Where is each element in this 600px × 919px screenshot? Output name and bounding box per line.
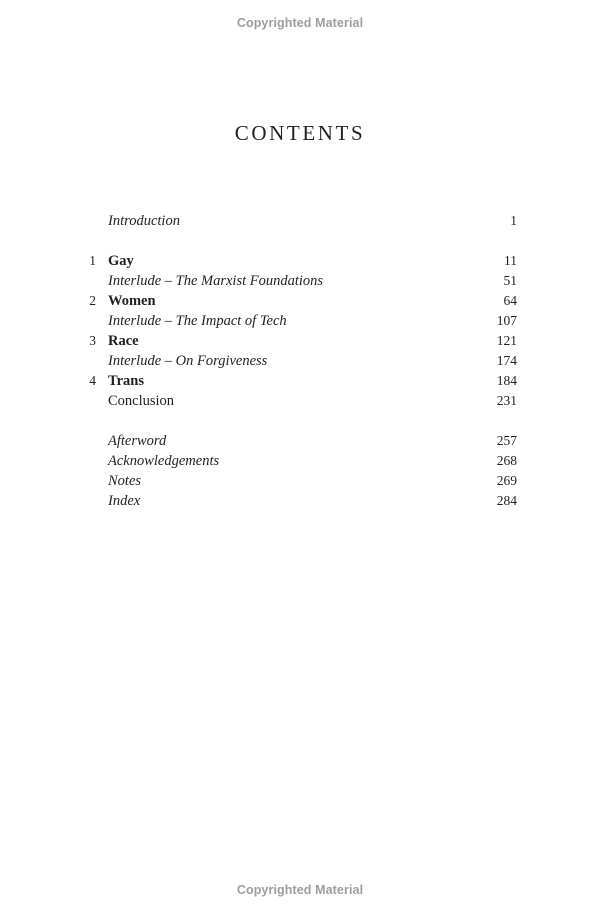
toc-entry-interlude-forgiveness	[0, 351, 600, 371]
page-number: 51	[503, 273, 517, 288]
page-number: 257	[496, 433, 517, 448]
entry-title: Conclusion	[108, 393, 175, 409]
toc-entry-race	[0, 331, 600, 351]
entry-title: Afterword	[108, 433, 167, 449]
entry-title: Trans	[108, 373, 144, 389]
chapter-number: 4	[89, 373, 96, 388]
page-number: 174	[496, 353, 517, 368]
copyright-watermark-bottom: Copyrighted Material	[236, 883, 364, 897]
entry-title: Gay	[108, 253, 134, 269]
chapter-number: 1	[89, 253, 96, 268]
page-number: 1	[510, 213, 517, 228]
page-number: 269	[496, 473, 517, 488]
entry-title: Introduction	[108, 213, 180, 229]
copyright-watermark-top: Copyrighted Material	[236, 16, 364, 30]
toc-entry-acknowledgements	[0, 451, 600, 471]
page-number: 231	[496, 393, 517, 408]
entry-title: Race	[108, 333, 139, 349]
toc-entry-afterword	[0, 431, 600, 451]
toc-entry-interlude-tech	[0, 311, 600, 331]
toc-entry-introduction	[0, 211, 600, 231]
entry-title: Interlude – On Forgiveness	[108, 353, 268, 369]
entry-title: Interlude – The Impact of Tech	[108, 313, 287, 329]
page-number: 107	[496, 313, 517, 328]
contents-heading: CONTENTS	[234, 121, 366, 145]
toc-entry-notes	[0, 471, 600, 491]
entry-title: Interlude – The Marxist Foundations	[108, 273, 324, 289]
toc-entry-index	[0, 491, 600, 511]
page-number: 11	[504, 253, 517, 268]
page-number: 284	[496, 493, 517, 508]
toc-entry-gay	[0, 251, 600, 271]
entry-title: Women	[108, 293, 156, 309]
entry-title: Index	[108, 493, 141, 509]
entry-title: Acknowledgements	[108, 453, 220, 469]
chapter-number: 3	[89, 333, 96, 348]
toc-entry-interlude-marxist	[0, 271, 600, 291]
entry-title: Notes	[108, 473, 142, 489]
toc-entry-trans	[0, 371, 600, 391]
page-number: 268	[496, 453, 517, 468]
page-number: 64	[503, 293, 517, 308]
page-number: 121	[496, 333, 517, 348]
chapter-number: 2	[89, 293, 96, 308]
page-number: 184	[496, 373, 517, 388]
toc-entry-conclusion	[0, 391, 600, 411]
toc-entry-women	[0, 291, 600, 311]
